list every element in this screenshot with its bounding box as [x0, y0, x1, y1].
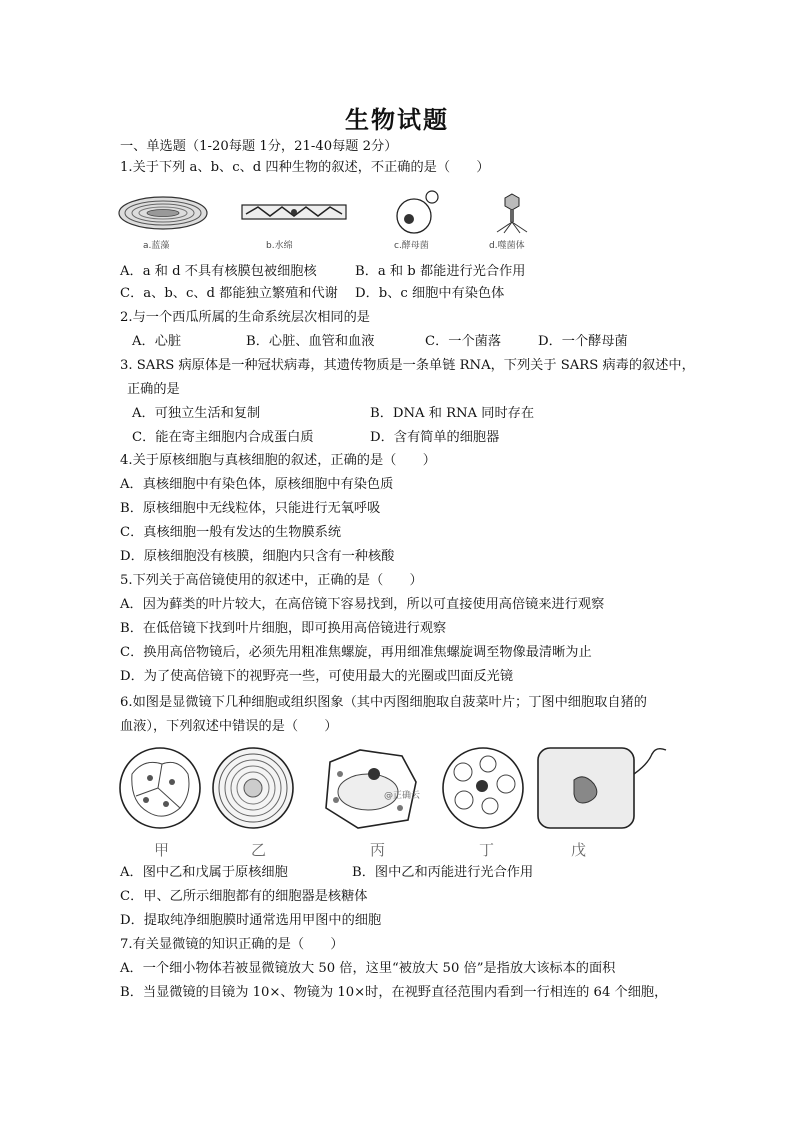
- q5-option-c: C．换用高倍物镜后，必须先用粗准焦螺旋，再用细准焦螺旋调至物像最清晰为止: [120, 645, 592, 660]
- q2-option-b: B．心脏、血管和血液: [246, 334, 375, 349]
- bacterium-wu-image: [538, 748, 666, 828]
- q4-option-a: A．真核细胞中有染色体，原核细胞中有染色质: [120, 477, 394, 492]
- bacteriophage-image: [497, 194, 527, 233]
- yeast-image: [397, 191, 438, 233]
- q5-stem: 5.下列关于高倍镜使用的叙述中，正确的是（ ）: [120, 573, 423, 588]
- blood-ding-image: [443, 748, 523, 828]
- q3-option-a: A．可独立生活和复制: [132, 406, 261, 421]
- q6-caption-jia: 甲: [154, 841, 170, 859]
- q1-caption-b: b.水绵: [266, 241, 293, 251]
- q6-option-d: D．提取纯净细胞膜时通常选用甲图中的细胞: [120, 913, 382, 928]
- q1-option-a: A．a 和 d 不具有核膜包被细胞核: [120, 264, 317, 279]
- q6-watermark: @正确云: [384, 791, 421, 801]
- q6-option-c: C．甲、乙所示细胞都有的细胞器是核糖体: [120, 889, 368, 904]
- q6-caption-yi: 乙: [251, 841, 267, 859]
- q6-option-b: B．图中乙和丙能进行光合作用: [352, 865, 534, 880]
- q1-caption-c: c.酵母菌: [394, 241, 429, 251]
- q4-option-d: D．原核细胞没有核膜，细胞内只含有一种核酸: [120, 549, 395, 564]
- q7-option-b: B．当显微镜的目镜为 10×、物镜为 10×时，在视野直径范围内看到一行相连的 64 个细胞，: [120, 985, 668, 1000]
- page-title: 生物试题: [345, 105, 449, 134]
- q4-stem: 4.关于原核细胞与真核细胞的叙述，正确的是（ ）: [120, 453, 436, 468]
- section-heading: 一、单选题（1-20每题 1分，21-40每题 2分）: [120, 139, 398, 154]
- q2-stem: 2.与一个西瓜所属的生命系统层次相同的是: [120, 310, 370, 325]
- q1-option-c: C．a、b、c、d 都能独立繁殖和代谢: [120, 286, 338, 301]
- q1-caption-a: a.蓝藻: [143, 241, 170, 251]
- cyanobacteria-image: [119, 197, 207, 229]
- tissue-yi-image: [213, 748, 293, 828]
- q2-option-d: D．一个酵母菌: [538, 334, 628, 349]
- q5-option-d: D．为了使高倍镜下的视野亮一些，可使用最大的光圈或凹面反光镜: [120, 669, 514, 684]
- q1-option-d: D．b、c 细胞中有染色体: [355, 286, 505, 301]
- q6-caption-ding: 丁: [479, 841, 495, 859]
- q7-stem: 7.有关显微镜的知识正确的是（ ）: [120, 937, 344, 952]
- tissue-jia-image: [120, 748, 200, 828]
- q6-caption-bing: 丙: [370, 841, 386, 859]
- q2-option-c: C．一个菌落: [425, 334, 502, 349]
- q6-stem-line2: 血液），下列叙述中错误的是（ ）: [120, 719, 338, 734]
- q6-option-a: A．图中乙和戊属于原核细胞: [120, 865, 288, 880]
- q6-stem-line1: 6.如图是显微镜下几种细胞或组织图象（其中丙图细胞取自菠菜叶片；丁图中细胞取自猪的: [120, 695, 647, 710]
- q7-option-a: A．一个细小物体若被显微镜放大 50 倍，这里“被放大 50 倍”是指放大该标本的面积: [120, 961, 616, 976]
- q5-option-a: A．因为藓类的叶片较大，在高倍镜下容易找到，所以可直接使用高倍镜来进行观察: [120, 597, 605, 612]
- q2-option-a: A．心脏: [132, 334, 182, 349]
- q3-option-d: D．含有简单的细胞器: [370, 430, 500, 445]
- q6-caption-wu: 戊: [571, 841, 587, 859]
- q4-option-c: C．真核细胞一般有发达的生物膜系统: [120, 525, 342, 540]
- q3-option-b: B．DNA 和 RNA 同时存在: [370, 406, 535, 421]
- q5-option-b: B．在低倍镜下找到叶片细胞，即可换用高倍镜进行观察: [120, 621, 447, 636]
- q4-option-b: B．原核细胞中无线粒体，只能进行无氧呼吸: [120, 501, 381, 516]
- spirogyra-image: [242, 205, 346, 219]
- q3-stem-line2: 正确的是: [127, 382, 180, 397]
- q3-stem-line1: 3. SARS 病原体是一种冠状病毒，其遗传物质是一条单链 RNA，下列关于 SARS 病毒的叙述中，: [120, 358, 695, 373]
- q1-caption-d: d.噬菌体: [489, 241, 525, 251]
- q3-option-c: C．能在寄主细胞内合成蛋白质: [132, 430, 314, 445]
- q1-stem: 1.关于下列 a、b、c、d 四种生物的叙述，不正确的是（ ）: [120, 160, 490, 175]
- q1-option-b: B．a 和 b 都能进行光合作用: [355, 264, 526, 279]
